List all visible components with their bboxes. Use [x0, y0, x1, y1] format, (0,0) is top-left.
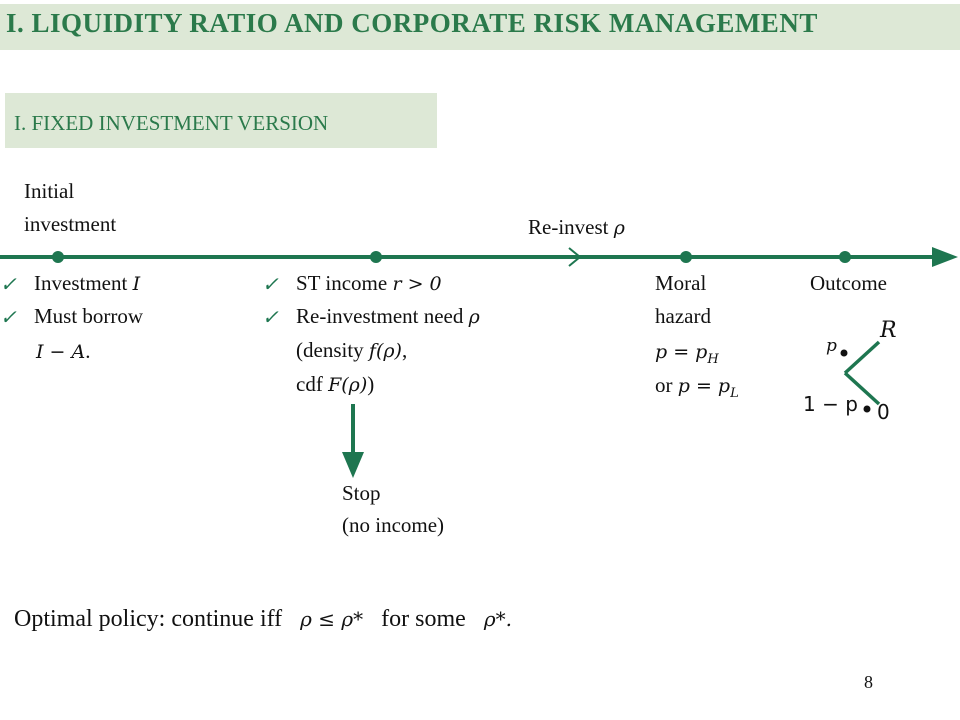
timeline-arrowhead: [932, 247, 958, 267]
policy-statement: Optimal policy: continue iff ρ ≤ ρ* for some ρ*.: [14, 606, 512, 632]
initial-label-line2: investment: [24, 212, 117, 236]
check-icon: ✓: [262, 307, 279, 329]
timeline-dot-3: [680, 251, 692, 263]
stage1-item2: Must borrow: [34, 304, 144, 328]
stage3-line4: or $p = p_L$: [655, 373, 739, 402]
stage2-item1: ST income r > 0: [296, 271, 442, 295]
tree-branch-up: [845, 342, 879, 373]
stop-label-line1: Stop: [342, 481, 381, 505]
slide-title: I. LIQUIDITY RATIO AND CORPORATE RISK MANAGEMENT: [6, 8, 818, 38]
timeline-dot-1: [52, 251, 64, 263]
payoff-up-label: R: [880, 318, 897, 343]
stage2-item4: cdf F(ρ)): [296, 372, 375, 396]
prob-down-label: 1 − p: [803, 392, 858, 416]
slide-subtitle: I. FIXED INVESTMENT VERSION: [14, 111, 329, 135]
tree-dot-up: [841, 350, 848, 357]
stop-arrowhead: [342, 452, 364, 478]
stage1-item1: Investment I: [34, 271, 141, 295]
stop-label-line2: (no income): [342, 513, 445, 537]
stage3-line1: Moral: [655, 271, 707, 295]
stage3-line2: hazard: [655, 304, 711, 328]
payoff-down-label: 0: [877, 400, 890, 424]
check-icon: ✓: [262, 274, 279, 296]
timeline-dot-4: [839, 251, 851, 263]
stage1-item3: I − A.: [36, 339, 91, 363]
stage2-item3: (density f(ρ),: [296, 338, 408, 362]
page-number: 8: [864, 672, 873, 692]
reinvest-label: Re-invest ρ: [528, 215, 625, 239]
stage2-item2: Re-investment need ρ: [296, 304, 480, 328]
timeline-dot-2: [370, 251, 382, 263]
check-icon: ✓: [0, 307, 17, 329]
prob-up-label: p: [826, 336, 837, 356]
check-icon: ✓: [0, 274, 17, 296]
initial-label-line1: Initial: [24, 179, 75, 203]
tree-dot-down: [864, 406, 871, 413]
outcome-label: Outcome: [810, 271, 887, 295]
stage3-line3: $p = p_H$: [655, 341, 719, 368]
